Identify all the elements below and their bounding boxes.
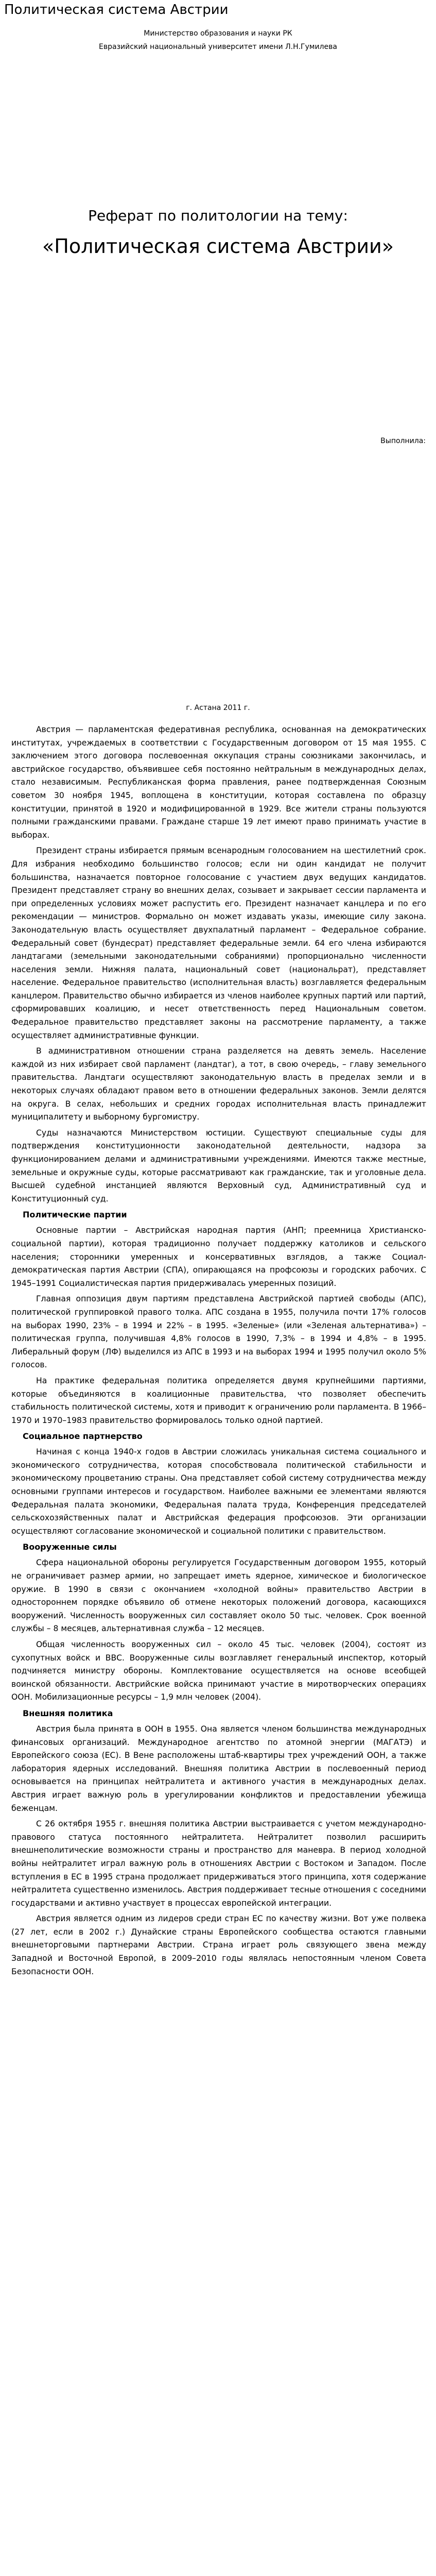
paragraph: Основные партии – Австрийская народная партия (АНП; преемница Христианско-социальной партии), которая традиционно получает поддержку католиков и сельского населения; сторонники умеренных и консервативных взглядов, а также Социал-демократическая партия Австрии (СПА), опирающаяся на профсоюзы и городских рабочих. С 1945–1991 Социалистическая партия придерживалась умеренных позиций. (11, 1226, 426, 1288)
section-heading: Политические партии (23, 1210, 127, 1220)
ministry-line: Министерство образования и науки РК (144, 29, 292, 38)
page-title: Политическая система Австрии (4, 2, 229, 18)
paragraph: Австрия является одним из лидеров среди стран ЕС по качеству жизни. Вот уже полвека (27 лет, если в 2002 г.) Дунайские страны Европейского сообщества остаются главными внешнеторговыми партнерами Австрии. Страна играет роль связующего звена между Западной и Восточной Европой, в 2009–2010 годы являлась непостоянным членом Совета Безопасности ООН. (11, 1914, 426, 1976)
title-header (0, 27, 436, 54)
author-label: Выполнила: (380, 437, 426, 445)
paragraph: Начиная с конца 1940-х годов в Австрии сложилась уникальная система социального и экономического сотрудничества, которая способствовала политической стабильности и экономическому процветанию страны. Она представляет собой систему сотрудничества между основными группами интересов и государством. Наиболее важными ее элементами являются Федеральная палата экономики, Федеральная палата труда, Конференция председателей сельскохозяйственных палат и Австрийская федерация профсоюзов. Эти организации осуществляют согласование экономической и социальной политики с правительством. (11, 1447, 426, 1536)
city-year: г. Астана 2011 г. (186, 704, 250, 712)
document-body (11, 723, 426, 1981)
section-heading: Внешняя политика (23, 1708, 113, 1718)
paragraph: Президент страны избирается прямым всенародным голосованием на шестилетний срок. Для избрания необходимо большинство голосов; если ни один кандидат не получит большинства, назначается повторное голосование с участием двух ведущих кандидатов. Президент представляет страну во внешних делах, созывает и закрывает сессии парламента и при определенных условиях может распустить его. Президент назначает канцлера и по его рекомендации — министров. Формально он может издавать указы, имеющие силу закона. Законодательную власть осуществляет двухпалатный парламент – Федеральное собрание. Федеральный совет (бундесрат) представляет федеральные земли. 64 его члена избираются ландтагами (земельными законодательными собраниями) пропорционально численности населения земли. Нижняя палата, национальный совет (национальрат), представляет население. Федеральное правительство (исполнительная власть) возглавляется федеральным канцлером. Правительство обычно избирается из членов наиболее крупных партий или партий, сформировавших коалицию, и несет ответственность перед Национальным советом. Федеральное правительство представляет законы на рассмотрение парламенту, а также осуществляет административные функции. (11, 846, 426, 1040)
essay-type: Реферат по политологии на тему: (88, 207, 348, 224)
section-heading: Социальное партнерство (23, 1431, 143, 1442)
paragraph: В административном отношении страна разделяется на девять земель. Население каждой из них избирает свой парламент (ландтаг), а тот, в свою очередь, – главу земельного правительства. Ландтаги осуществляют законодательную власть в пределах земли и в некоторых случаях обладают правом вето в отношении федеральных законов. Земли делятся на округа. В селах, небольших и средних городах исполнительная власть принадлежит муниципалитету и выборному бургомистру. (11, 1046, 426, 1122)
paragraph: С 26 октября 1955 г. внешняя политика Австрии выстраивается с учетом международно-правового статуса постоянного нейтралитета. Нейтралитет позволил расширить внешнеполитические возможности страны и пространство для маневра. В период холодной войны нейтралитет играл важную роль в отношениях Австрии с Востоком и Западом. После вступления в ЕС в 1995 страна продолжает придерживаться этого принципа, хотя содержание нейтралитета существенно изменилось. Австрия поддерживает тесные отношения с соседними государствами и активно участвует в процессах европейской интеграции. (11, 1819, 426, 1908)
paragraph: Суды назначаются Министерством юстиции. Существуют специальные суды для подтверждения конституционности законодательной деятельности, надзора за функционированием делами и административными учреждениями. Имеются также местные, земельные и окружные суды, которые рассматривают как гражданские, так и уголовные дела. Высшей судебной инстанцией являются Верховный суд, Административный суд и Конституционный суд. (11, 1128, 426, 1204)
paragraph: Общая численность вооруженных сил – около 45 тыс. человек (2004), состоят из сухопутных войск и ВВС. Вооруженные силы возглавляет генеральный инспектор, который подчиняется министру обороны. Комплектование осуществляется на основе всеобщей воинской обязанности. Австрийские войска принимают участие в миротворческих операциях ООН. Мобилизационные ресурсы – 1,9 млн человек (2004). (11, 1640, 426, 1702)
essay-topic: «Политическая система Австрии» (42, 235, 394, 258)
paragraph: Сфера национальной обороны регулируется Государственным договором 1955, который не ограничивает размер армии, но запрещает иметь ядерное, химическое и биологическое оружие. В 1990 в связи с окончанием «холодной войны» правительство Австрии в одностороннем порядке объявило об отмене некоторых положений договора, касающихся вооружений. Численность вооруженных сил составляет около 50 тыс. человек. Срок военной службы – 8 месяцев, альтернативная служба – 12 месяцев. (11, 1558, 426, 1634)
paragraph: Австрия — парламентская федеративная республика, основанная на демократических институтах, учреждаемых в соответствии с Государственным договором от 15 мая 1955. С заключением этого договора послевоенная оккупация страны союзниками закончилась, и австрийское государство, объявившее себя постоянно нейтральным в международных делах, стало независимым. Республиканская форма правления, ранее подтвержденная Союзным советом 30 ноября 1945, воплощена в конституции, которая составлена по образцу конституции, принятой в 1920 и модифицированной в 1929. Все жители страны пользуются полными гражданскими правами. Граждане старше 19 лет имеют право принимать участие в выборах. (11, 725, 426, 840)
paragraph: Австрия была принята в ООН в 1955. Она является членом большинства международных финансовых организаций. Международное агентство по атомной энергии (МАГАТЭ) и Европейского союза (ЕС). В Вене расположены штаб-квартиры трех учреждений ООН, а также лаборатория ядерных исследований. Внешняя политика Австрии в послевоенный период основывается на принципах нейтралитета и активного участия в международных делах. Австрия играет важную роль в урегулировании конфликтов и предоставлении убежища беженцам. (11, 1724, 426, 1813)
section-heading: Вооруженные силы (23, 1542, 117, 1552)
university-line: Евразийский национальный университет имени Л.Н.Гумилева (99, 43, 337, 51)
paragraph: На практике федеральная политика определяется двумя крупнейшими партиями, которые объединяются в коалиционные правительства, что позволяет обеспечить стабильность политической системы, хотя и приводит к ограничению роли парламента. В 1966–1970 и 1970–1983 правительство формировалось только одной партией. (11, 1376, 426, 1425)
paragraph: Главная оппозиция двум партиям представлена Австрийской партией свободы (АПС), политической группировкой правого толка. АПС создана в 1955, получила почти 17% голосов на выборах 1990, 23% – в 1994 и 22% – в 1995. «Зеленые» (или «Зеленая альтернатива») – политическая группа, получившая 4,8% голосов в 1990, 7,3% – в 1994 и 4,8% – в 1995. Либеральный форум (ЛФ) выделился из АПС в 1993 и на выборах 1994 и 1995 получил около 5% голосов. (11, 1294, 426, 1370)
